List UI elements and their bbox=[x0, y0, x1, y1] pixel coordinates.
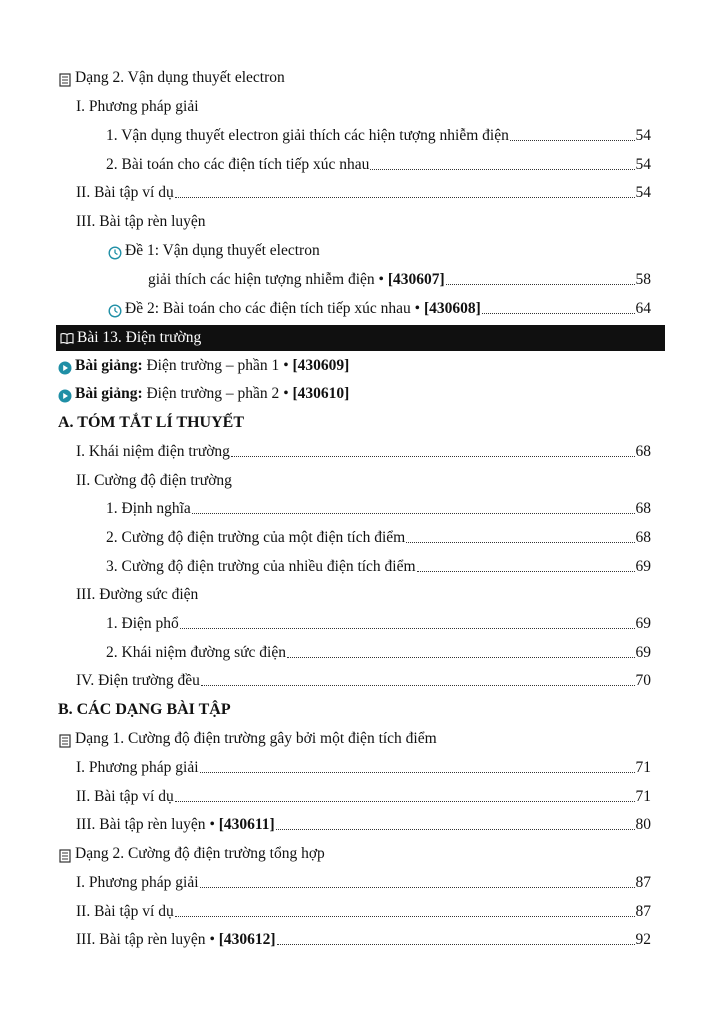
dot-leader bbox=[417, 570, 635, 572]
toc-entry[interactable] bbox=[76, 785, 651, 809]
dot-leader bbox=[201, 684, 635, 686]
toc-entry[interactable] bbox=[76, 469, 651, 493]
toc-entry[interactable] bbox=[76, 928, 651, 952]
toc-label: I. Khái niệm điện trường bbox=[76, 443, 230, 460]
dot-leader bbox=[482, 312, 635, 314]
page-number: 68 bbox=[635, 529, 651, 546]
toc-entry[interactable] bbox=[106, 124, 651, 148]
toc-label bbox=[148, 268, 445, 292]
toc-label: III. Bài tập rèn luyện bbox=[76, 213, 206, 230]
page-number: 70 bbox=[635, 672, 651, 689]
dot-leader bbox=[231, 455, 635, 457]
code-label: [430610] bbox=[292, 385, 350, 402]
code-label: [430611] bbox=[218, 816, 275, 833]
toc-label-text: III. Bài tập rèn luyện bbox=[76, 931, 206, 948]
play-icon bbox=[58, 387, 72, 401]
page-number: 68 bbox=[635, 500, 651, 517]
page-number: 68 bbox=[635, 443, 651, 460]
page-number: 69 bbox=[635, 558, 651, 575]
toc-entry[interactable] bbox=[76, 583, 651, 607]
toc-dang2-vandung[interactable] bbox=[58, 66, 651, 90]
toc-entry[interactable] bbox=[106, 153, 651, 177]
toc-label: IV. Điện trường đều bbox=[76, 672, 200, 689]
toc-label-text: III. Bài tập rèn luyện bbox=[76, 816, 206, 833]
dot-leader bbox=[175, 800, 635, 802]
toc-dang2-tong-hop[interactable] bbox=[58, 842, 651, 866]
toc-dang1-cuong-do[interactable] bbox=[58, 727, 651, 751]
page-number: 64 bbox=[635, 300, 651, 317]
lecture-label bbox=[75, 354, 349, 378]
toc-de2[interactable] bbox=[108, 297, 651, 321]
lecture-prefix: Bài giảng: bbox=[75, 357, 143, 374]
toc-label: I. Phương pháp giải bbox=[76, 874, 199, 891]
page-number: 69 bbox=[635, 615, 651, 632]
dot-leader bbox=[510, 139, 635, 141]
dot-leader bbox=[200, 886, 635, 888]
dot-leader bbox=[200, 771, 635, 773]
toc-label: 2. Cường độ điện trường của một điện tích điểm bbox=[106, 529, 406, 546]
toc-label: 1. Định nghĩa bbox=[106, 500, 191, 517]
toc-label: 1. Vận dụng thuyết electron giải thích các hiện tượng nhiễm điện bbox=[106, 127, 509, 144]
toc-label bbox=[76, 813, 275, 837]
toc-label: II. Bài tập ví dụ bbox=[76, 184, 174, 201]
bullet-separator: • bbox=[374, 271, 388, 288]
lesson-banner[interactable] bbox=[56, 325, 665, 351]
toc-label: 1. Điện phổ bbox=[106, 615, 179, 632]
section-heading-a: A. TÓM TẮT LÍ THUYẾT bbox=[58, 414, 244, 431]
document-icon bbox=[58, 847, 72, 861]
toc-label-text: giải thích các hiện tượng nhiễm điện bbox=[148, 271, 375, 288]
lecture-link-1[interactable] bbox=[58, 354, 651, 378]
dot-leader bbox=[276, 828, 635, 830]
page-number: 58 bbox=[635, 271, 651, 288]
toc-label: I. Phương pháp giải bbox=[76, 98, 199, 115]
dot-leader bbox=[175, 196, 635, 198]
toc-entry[interactable] bbox=[76, 813, 651, 837]
page-number: 80 bbox=[635, 816, 651, 833]
toc-label bbox=[125, 297, 481, 321]
lesson-title: Bài 13. Điện trường bbox=[77, 329, 202, 346]
code-label: [430607] bbox=[387, 271, 445, 288]
toc-label: 2. Bài toán cho các điện tích tiếp xúc nhau bbox=[106, 156, 370, 173]
page-number: 54 bbox=[635, 127, 651, 144]
toc-label bbox=[76, 928, 276, 952]
dot-leader bbox=[287, 656, 635, 658]
play-icon bbox=[58, 359, 72, 373]
toc-entry[interactable] bbox=[76, 669, 651, 693]
toc-label: III. Đường sức điện bbox=[76, 586, 199, 603]
toc-label: Dạng 2. Vận dụng thuyết electron bbox=[75, 69, 285, 86]
toc-label-text: Đề 2: Bài toán cho các điện tích tiếp xúc nhau bbox=[125, 300, 411, 317]
page-number: 87 bbox=[635, 903, 651, 920]
code-label: [430612] bbox=[218, 931, 276, 948]
page-number: 69 bbox=[635, 644, 651, 661]
toc-label: Đề 1: Vận dụng thuyết electron bbox=[125, 242, 320, 259]
bullet-separator: • bbox=[205, 931, 219, 948]
toc-label: 2. Khái niệm đường sức điện bbox=[106, 644, 286, 661]
lecture-prefix: Bài giảng: bbox=[75, 385, 143, 402]
bullet-separator: • bbox=[410, 300, 424, 317]
code-label: [430608] bbox=[423, 300, 481, 317]
toc-entry[interactable] bbox=[76, 181, 651, 205]
toc-entry[interactable] bbox=[106, 555, 651, 579]
toc-entry[interactable] bbox=[76, 756, 651, 780]
toc-entry[interactable] bbox=[106, 612, 651, 636]
toc-entry[interactable] bbox=[106, 526, 651, 550]
dot-leader bbox=[277, 943, 635, 945]
bullet-separator: • bbox=[279, 357, 293, 374]
document-icon bbox=[58, 71, 72, 85]
section-heading-b: B. CÁC DẠNG BÀI TẬP bbox=[58, 701, 231, 718]
toc-label: II. Bài tập ví dụ bbox=[76, 903, 174, 920]
page-number: 92 bbox=[635, 931, 651, 948]
dot-leader bbox=[406, 541, 634, 543]
dot-leader bbox=[180, 627, 635, 629]
toc-phuong-phap[interactable] bbox=[76, 95, 651, 119]
toc-label: I. Phương pháp giải bbox=[76, 759, 199, 776]
lecture-title: Điện trường – phần 1 bbox=[142, 357, 280, 374]
dot-leader bbox=[175, 915, 635, 917]
toc-label: 3. Cường độ điện trường của nhiều điện tích điểm bbox=[106, 558, 416, 575]
toc-entry[interactable] bbox=[106, 497, 651, 521]
toc-de1-line1[interactable] bbox=[108, 239, 651, 263]
page-number: 54 bbox=[635, 156, 651, 173]
code-label: [430609] bbox=[292, 357, 350, 374]
page-number: 71 bbox=[635, 759, 651, 776]
toc-label: II. Cường độ điện trường bbox=[76, 472, 232, 489]
toc-entry[interactable] bbox=[76, 900, 651, 924]
toc-label: Dạng 2. Cường độ điện trường tổng hợp bbox=[75, 845, 325, 862]
toc-entry[interactable] bbox=[106, 641, 651, 665]
bullet-separator: • bbox=[279, 385, 293, 402]
lecture-link-2[interactable] bbox=[58, 382, 651, 406]
toc-label: II. Bài tập ví dụ bbox=[76, 788, 174, 805]
page-number: 54 bbox=[635, 184, 651, 201]
toc-entry[interactable] bbox=[76, 871, 651, 895]
lecture-label bbox=[75, 382, 349, 406]
clock-icon bbox=[108, 302, 122, 316]
dot-leader bbox=[370, 168, 634, 170]
toc-entry[interactable] bbox=[76, 440, 651, 464]
page-number: 71 bbox=[635, 788, 651, 805]
lecture-title: Điện trường – phần 2 bbox=[142, 385, 280, 402]
dot-leader bbox=[446, 283, 635, 285]
dot-leader bbox=[192, 512, 635, 514]
toc-ren-luyen[interactable] bbox=[76, 210, 651, 234]
toc-label: Dạng 1. Cường độ điện trường gây bởi một điện tích điểm bbox=[75, 730, 437, 747]
page-number: 87 bbox=[635, 874, 651, 891]
book-icon bbox=[60, 331, 74, 345]
toc-de1-line2[interactable] bbox=[148, 268, 651, 292]
bullet-separator: • bbox=[205, 816, 219, 833]
document-icon bbox=[58, 732, 72, 746]
clock-icon bbox=[108, 244, 122, 258]
